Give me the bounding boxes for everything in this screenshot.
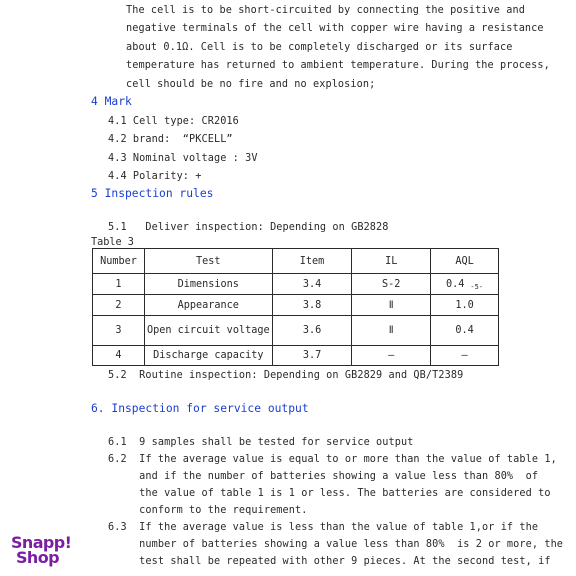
intro-line-4: temperature has returned to ambient temperature. During the process, bbox=[126, 60, 550, 71]
logo-line-2: Shop bbox=[16, 548, 59, 567]
table-cell: — bbox=[431, 346, 499, 366]
table-header-cell: Test bbox=[144, 249, 272, 274]
mark-item-cell-type: 4.1 Cell type: CR2016 bbox=[108, 116, 239, 127]
table-header-cell: AQL bbox=[431, 249, 499, 274]
table-header-cell: Number bbox=[93, 249, 145, 274]
intro-line-5: cell should be no fire and no explosion; bbox=[126, 79, 376, 90]
table-cell: 4 bbox=[93, 346, 145, 366]
table-row bbox=[93, 346, 499, 366]
table-cell: 2 bbox=[93, 295, 145, 316]
table-row bbox=[93, 295, 499, 316]
table-cell: Dimensions bbox=[144, 274, 272, 295]
service-output-line: number of batteries showing a value less than 80% is 2 or more, the bbox=[108, 539, 564, 550]
table-header-row bbox=[93, 249, 499, 274]
section-6-heading: 6. Inspection for service output bbox=[91, 402, 309, 415]
intro-line-1: The cell is to be short-circuited by connecting the positive and bbox=[126, 5, 525, 16]
table-cell bbox=[431, 274, 499, 295]
inspection-table bbox=[92, 248, 499, 366]
table-cell: 3.7 bbox=[272, 346, 352, 366]
service-output-line: 6.2 If the average value is equal to or more than the value of table 1, bbox=[108, 454, 557, 465]
table-cell: Appearance bbox=[144, 295, 272, 316]
service-output-line: test shall be repeated with other 9 pieces. At the second test, if bbox=[108, 556, 551, 567]
page-number-note: -5- bbox=[470, 282, 484, 291]
service-output-line: the value of table 1 is 1 or less. The batteries are considered to bbox=[108, 488, 551, 499]
service-output-line: conform to the requirement. bbox=[108, 505, 308, 516]
section-4-heading: 4 Mark bbox=[91, 95, 132, 108]
service-output-line: 6.3 If the average value is less than the value of table 1,or if the bbox=[108, 522, 539, 533]
table-header-cell: Item bbox=[272, 249, 352, 274]
table-cell: Ⅱ bbox=[352, 316, 431, 346]
logo-line-1: Snapp! bbox=[11, 533, 72, 552]
table-cell: 3 bbox=[93, 316, 145, 346]
paragraph-5-1: 5.1 Deliver inspection: Depending on GB2828 bbox=[108, 222, 389, 233]
mark-item-voltage: 4.3 Nominal voltage : 3V bbox=[108, 153, 258, 164]
section-5-heading: 5 Inspection rules bbox=[91, 187, 214, 200]
table-cell: 3.6 bbox=[272, 316, 352, 346]
intro-line-3: about 0.1Ω. Cell is to be completely discharged or its surface bbox=[126, 42, 513, 53]
table-cell: S-2 bbox=[352, 274, 431, 295]
table-header-cell: IL bbox=[352, 249, 431, 274]
table-cell: Ⅱ bbox=[352, 295, 431, 316]
paragraph-5-2: 5.2 Routine inspection: Depending on GB2829 and QB/T2389 bbox=[108, 370, 464, 381]
table-cell: 1 bbox=[93, 274, 145, 295]
table-row bbox=[93, 316, 499, 346]
table-cell: 3.8 bbox=[272, 295, 352, 316]
snapp-shop-logo bbox=[8, 534, 70, 574]
table-cell: Open circuit voltage bbox=[144, 316, 272, 346]
intro-line-2: negative terminals of the cell with copper wire having a resistance bbox=[126, 23, 544, 34]
table-cell: 1.0 bbox=[431, 295, 499, 316]
service-output-line: 6.1 9 samples shall be tested for service output bbox=[108, 437, 414, 448]
table-cell: 0.4 bbox=[431, 316, 499, 346]
table-cell: — bbox=[352, 346, 431, 366]
table-cell: 3.4 bbox=[272, 274, 352, 295]
table-row bbox=[93, 274, 499, 295]
table-caption: Table 3 bbox=[91, 237, 134, 248]
mark-item-brand: 4.2 brand: “PKCELL” bbox=[108, 134, 233, 145]
mark-item-polarity: 4.4 Polarity: + bbox=[108, 171, 202, 182]
service-output-line: and if the number of batteries showing a value less than 80% of bbox=[108, 471, 539, 482]
aql-value: 0.4 bbox=[446, 278, 465, 290]
table-cell: Discharge capacity bbox=[144, 346, 272, 366]
